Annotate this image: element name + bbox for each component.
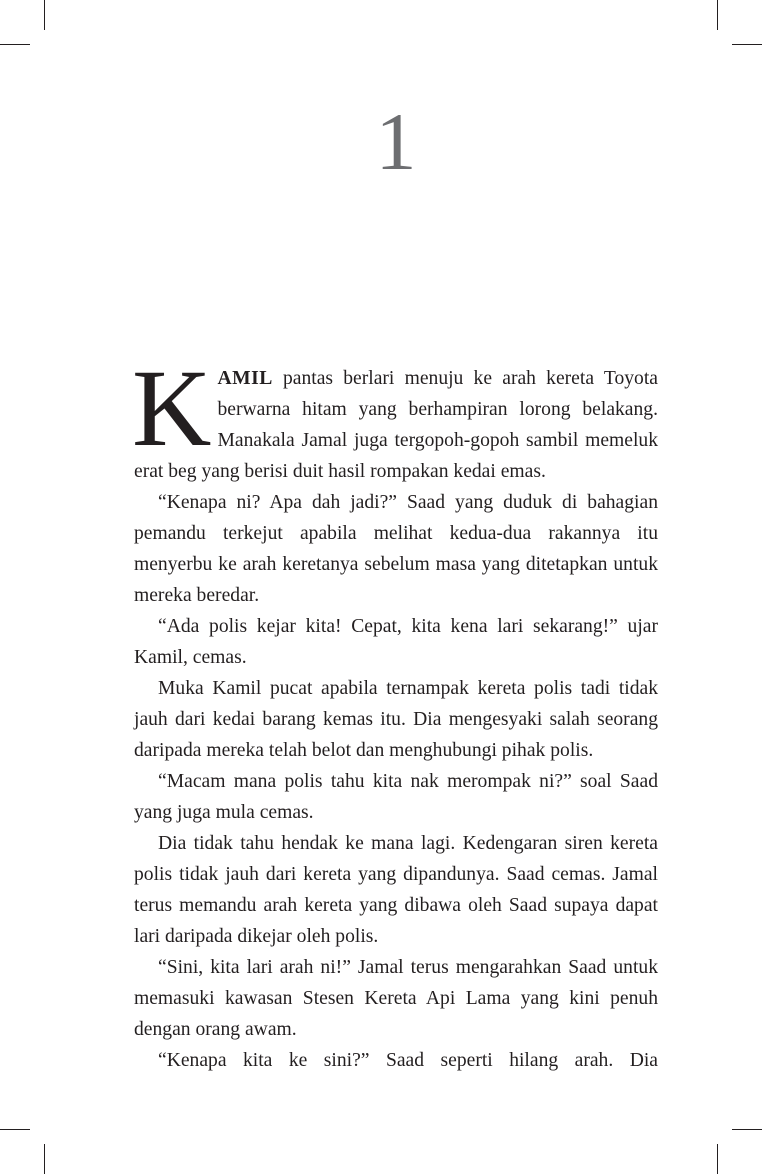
paragraph-6: Dia tidak tahu hendak ke mana lagi. Kedengaran siren kereta polis tidak jauh dari kereta yang dipandunya. Saad cemas. Jamal terus memandu arah kereta yang dibawa oleh Saad supaya dapat lari daripada dikejar oleh polis. <box>134 833 658 947</box>
paragraph-1 <box>132 347 658 487</box>
paragraph-8: “Kenapa kita ke sini?” Saad seperti hilang arah. Dia <box>158 1050 658 1071</box>
lead-word: AMIL <box>217 368 273 389</box>
crop-mark-bottom-left-h <box>0 1129 30 1130</box>
crop-mark-top-left <box>44 0 45 30</box>
crop-mark-bottom-left <box>44 1144 45 1174</box>
paragraph-5: “Macam mana polis tahu kita nak merompak ni?” soal Saad yang juga mula cemas. <box>134 771 658 823</box>
chapter-text <box>132 347 658 1076</box>
crop-mark-top-right <box>717 0 718 30</box>
crop-mark-bottom-right <box>717 1144 718 1174</box>
crop-mark-bottom-right-h <box>732 1129 762 1130</box>
crop-mark-top-right-h <box>732 44 762 45</box>
drop-cap: K <box>132 347 212 469</box>
paragraph-3: “Ada polis kejar kita! Cepat, kita kena lari sekarang!” ujar Kamil, cemas. <box>134 616 658 668</box>
crop-mark-top-left-h <box>0 44 30 45</box>
chapter-number: 1 <box>375 96 417 187</box>
paragraph-7: “Sini, kita lari arah ni!” Jamal terus mengarahkan Saad untuk memasuki kawasan Stesen Kereta Api Lama yang kini penuh dengan orang awam. <box>134 957 658 1040</box>
paragraph-1-text: pantas berlari menuju ke arah kereta Toyota berwarna hitam yang berhampiran lorong belakang. Manakala Jamal juga tergopoh-gopoh sambil memeluk erat beg yang berisi duit hasil rompakan kedai emas. <box>134 368 658 482</box>
paragraph-4: Muka Kamil pucat apabila ternampak kereta polis tadi tidak jauh dari kedai barang kemas itu. Dia mengesyaki salah seorang daripada mereka telah belot dan menghubungi pihak polis. <box>134 678 658 761</box>
paragraph-2: “Kenapa ni? Apa dah jadi?” Saad yang duduk di bahagian pemandu terkejut apabila melihat kedua-dua rakannya itu menyerbu ke arah keretanya sebelum masa yang ditetapkan untuk mereka beredar. <box>134 492 658 606</box>
